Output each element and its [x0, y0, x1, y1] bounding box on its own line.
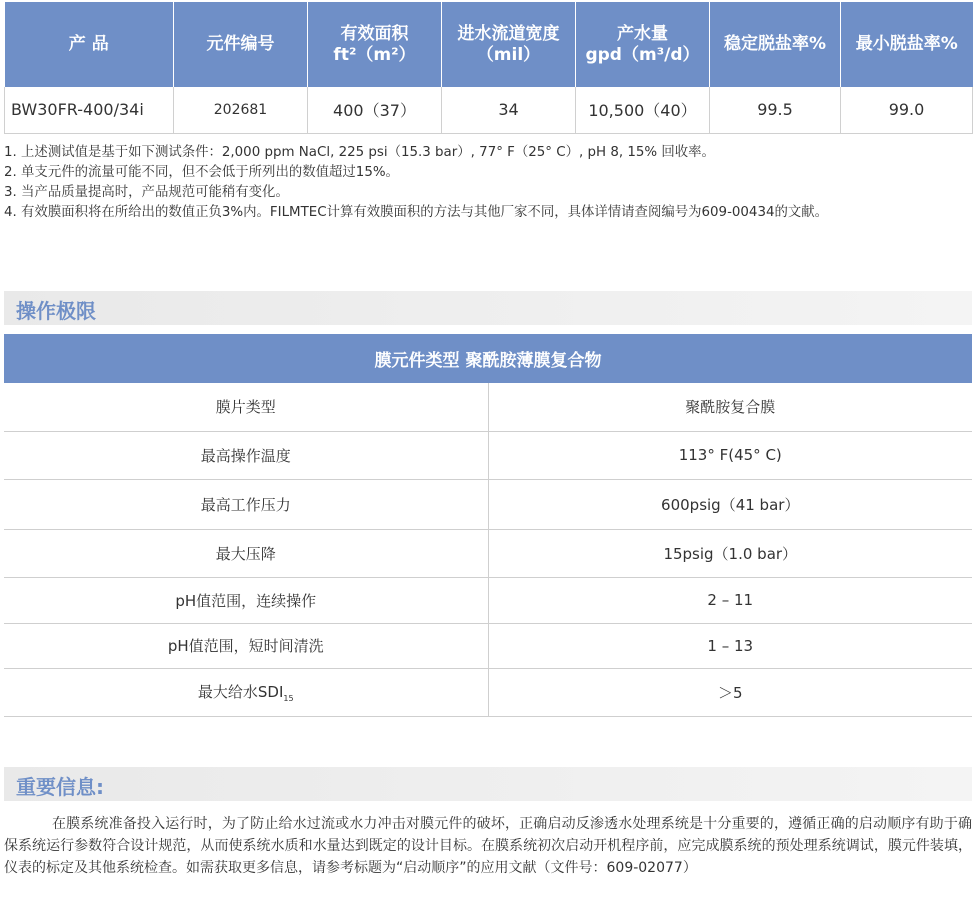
important-info-title: 重要信息:: [16, 775, 104, 799]
ops-label: 最大压降: [4, 529, 488, 577]
cell-stabilized-rejection: 99.5: [710, 87, 841, 133]
ops-row: [4, 529, 972, 577]
ops-value: 15psig（1.0 bar）: [488, 529, 972, 577]
ops-label: 最高操作温度: [4, 431, 488, 479]
cell-element-number: 202681: [174, 87, 308, 133]
ops-row: [4, 431, 972, 479]
ops-value: 600psig（41 bar）: [488, 479, 972, 529]
operation-limits-title: 操作极限: [16, 299, 96, 323]
ops-value: 113° F(45° C): [488, 431, 972, 479]
cell-active-area: 400（37）: [308, 87, 442, 133]
membrane-type-header: 膜元件类型 聚酰胺薄膜复合物: [4, 334, 972, 383]
ops-label: 最高工作压力: [4, 479, 488, 529]
ops-label: 最大给水$SDI_{15}$: [4, 668, 488, 716]
ops-value: 1 – 13: [488, 623, 972, 668]
ops-label: pH值范围，连续操作: [4, 577, 488, 623]
product-table-row: [5, 87, 973, 133]
cell-minimum-rejection: 99.0: [841, 87, 973, 133]
ops-value: ＞5: [488, 668, 972, 716]
ops-row: [4, 383, 972, 431]
important-info-paragraph: 在膜系统准备投入运行时，为了防止给水过流或水力冲击对膜元件的破坏，正确启动反渗透水处理系统是十分重要的，遵循正确的启动顺序有助于确保系统运行参数符合设计规范，从而使系统水质和水量达到既定的设计目标。在膜系统初次启动开机程序前，应完成膜系统的预处理系统调试，膜元件装填，仪表的标定及其他系统检查。如需获取更多信息，请参考标题为“启动顺序”的应用文献（文件号：609-02077）: [4, 816, 972, 876]
ops-value: 聚酰胺复合膜: [488, 383, 972, 431]
header-minimum-rejection: 最小脱盐率%: [841, 2, 973, 87]
footnote-3: 3. 当产品质量提高时，产品规范可能稍有变化。: [4, 185, 289, 200]
ops-row: [4, 479, 972, 529]
cell-product: BW30FR-400/34i: [5, 87, 174, 133]
header-feed-spacer: 进水流道宽度 （mil）: [442, 2, 576, 87]
ops-row: [4, 668, 972, 716]
product-table-header-row: [5, 2, 973, 87]
cell-feed-spacer: 34: [442, 87, 576, 133]
header-product: 产 品: [5, 2, 174, 87]
header-stabilized-rejection: 稳定脱盐率%: [710, 2, 841, 87]
header-permeate-flow: 产水量 gpd（m³/d）: [576, 2, 710, 87]
footnotes: [4, 143, 972, 223]
operation-limits-table: [4, 383, 972, 717]
product-spec-table: [4, 2, 973, 134]
footnote-1: 1. 上述测试值是基于如下测试条件：2,000 ppm NaCl, 225 psi（15.3 bar）, 77° F（25° C）, pH 8, 15% 回收率。: [4, 145, 715, 160]
ops-value: 2 – 11: [488, 577, 972, 623]
header-element-number: 元件编号: [174, 2, 308, 87]
ops-row: [4, 623, 972, 668]
ops-label: pH值范围，短时间清洗: [4, 623, 488, 668]
important-info-section-header: [4, 767, 972, 801]
cell-permeate-flow: 10,500（40）: [576, 87, 710, 133]
footnote-2: 2. 单支元件的流量可能不同，但不会低于所列出的数值超过15%。: [4, 165, 399, 180]
footnote-4: 4. 有效膜面积将在所给出的数值正负3%内。FILMTEC计算有效膜面积的方法与其他厂家不同，具体详情请查阅编号为609-00434的文献。: [4, 205, 829, 220]
header-active-area: 有效面积 ft²（m²）: [308, 2, 442, 87]
ops-label: 膜片类型: [4, 383, 488, 431]
ops-row: [4, 577, 972, 623]
operation-limits-section-header: [4, 291, 972, 325]
